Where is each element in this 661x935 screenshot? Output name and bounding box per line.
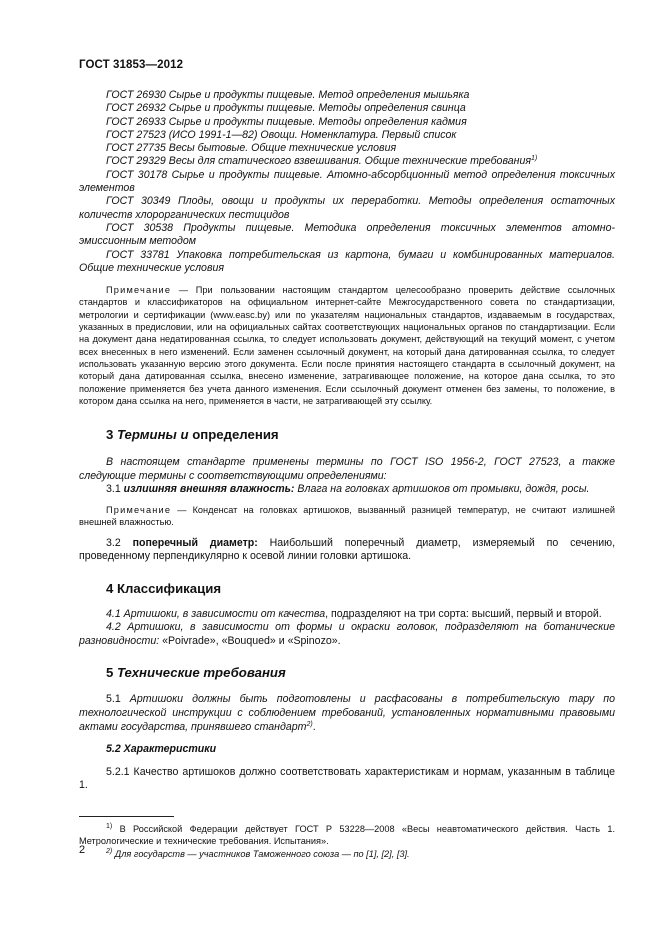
note-text: При пользовании настоящим стандартом целесообразно проверить действие ссылочных стандартов и классификаторов на официальном интернет-сайте Межгосударственного совета по стандартизации, метрологии и сертификации (www.easc.by) или по указателям национальных стандартов, издаваемым в государствах, указанных в предисловии, или на официальных сайтах соответствующих национальных органов по стандартизации. Если на документ дана недатированная ссылка, то следует использовать документ, действующий на текущий момент, с учетом всех внесенных в него изменений. Если заменен ссылочный документ, на который дана датированная ссылка, то следует использовать указанную версию этого документа. Если после принятия настоящего стандарта в ссылочный документ, на который дана датированная ссылка, внесено изменение, затрагивающее положение, на которое дана ссылка, то это положение применяется без учета данного изменения. Если ссылочный документ отменен без замены, то положение, в котором дана ссылка на него, применяется в части, не затрагивающей эту ссылку. bbox=[79, 285, 615, 406]
section-3-intro: В настоящем стандарте применены термины по ГОСТ ISO 1956-2, ГОСТ 27523, а также следующие термины с соответствующими определениями: bbox=[79, 456, 615, 482]
reference-item: ГОСТ 30349 Плоды, овощи и продукты их переработки. Методы определения остаточных количеств хлорорганических пестицидов bbox=[79, 195, 615, 221]
footnote-mark: 2) bbox=[106, 847, 113, 855]
footnote-mark: 2) bbox=[306, 720, 313, 728]
references-note: Примечание — При пользовании настоящим стандартом целесообразно проверить действие ссылочных стандартов и классификаторов на официальном интернет-сайте Межгосударственного совета по стандартизации, метрологии и сертификации (www.easc.by) или по указателям национальных стандартов, издаваемым в государствах, указанных в предисловии, или на официальных сайтах соответствующих национальных органов по стандартизации. Если на документ дана недатированная ссылка, то следует использовать документ, действующий на текущий момент, с учетом всех внесенных в него изменений. Если заменен ссылочный документ, на который дана датированная ссылка, то следует использовать указанную версию этого документа. Если после принятия настоящего стандарта в ссылочный документ, на который дана датированная ссылка, внесено изменение, затрагивающее положение, на которое дана ссылка, то это положение применяется без учета данного изменения. Если ссылочный документ отменен без замены, то положение, в котором дана ссылка на него, применяется в части, не затрагивающей эту ссылку. bbox=[79, 285, 615, 406]
normative-references-list bbox=[79, 89, 615, 275]
reference-text: ГОСТ 29329 Весы для статического взвешивания. Общие технические требования bbox=[106, 155, 532, 168]
reference-item: ГОСТ 26930 Сырье и продукты пищевые. Метод определения мышьяка bbox=[106, 89, 470, 101]
note-label: Примечание bbox=[106, 285, 172, 296]
note-label: Примечание bbox=[106, 504, 172, 515]
clause-4-1: 4.1 Артишоки, в зависимости от качества, подразделяют на три сорта: высший, первый и второй. bbox=[106, 607, 602, 620]
reference-item: ГОСТ 30538 Продукты пищевые. Методика определения токсичных элементов атомно-эмиссионным методом bbox=[79, 221, 615, 248]
term-definition: Влага на головках артишоков от промывки, дождя, росы. bbox=[294, 483, 590, 496]
term-3-1: 3.1 излишняя внешняя влажность: Влага на головках артишоков от промывки, дождя, росы. bbox=[106, 483, 590, 496]
term-3-1-note: Примечание — Конденсат на головках артишоков, вызванный разницей температур, не считают излишней внешней влажностью. bbox=[79, 504, 615, 528]
footnote-1: $^{1)}$ В Российской Федерации действует ГОСТ Р 53228—2008 «Весы неавтоматического действия. Часть 1. Метрологические и технические требования. Испытания». bbox=[79, 823, 615, 847]
clause-5-1: 5.1 Артишоки должны быть подготовлены и расфасованы в потребительскую тару по технологической инструкции с соблюдением требований, установленных нормативными правовыми актами государства, принявшего стандарт$^{2)}$. bbox=[79, 693, 615, 733]
document-code-header: ГОСТ 31853—2012 bbox=[79, 59, 184, 71]
reference-item: ГОСТ 30178 Сырье и продукты пищевые. Атомно-абсорбционный метод определения токсичных элементов bbox=[79, 168, 615, 195]
section-3-heading: 3 Термины и определения bbox=[106, 427, 279, 443]
reference-item: ГОСТ 33781 Упаковка потребительская из картона, бумаги и комбинированных материалов. Общие технические условия bbox=[79, 248, 615, 274]
section-4-heading: 4 Классификация bbox=[106, 580, 222, 596]
reference-item: ГОСТ 27735 Весы бытовые. Общие технические условия bbox=[106, 142, 397, 155]
reference-item: ГОСТ 26933 Сырье и продукты пищевые. Методы определения кадмия bbox=[106, 115, 467, 128]
section-5-heading: 5 Технические требования bbox=[106, 665, 286, 681]
note-text: Конденсат на головках артишоков, вызванный разницей температур, не считают излишней внешней влажностью. bbox=[79, 504, 615, 528]
subsection-5-2-heading: 5.2 Характеристики bbox=[106, 743, 217, 756]
reference-item: ГОСТ 26932 Сырье и продукты пищевые. Методы определения свинца bbox=[106, 102, 466, 115]
page-number: 2 bbox=[79, 844, 86, 856]
page-content bbox=[79, 89, 615, 860]
footnote-mark: 1) bbox=[106, 823, 113, 831]
footnote-2: $^{2)}$ Для государств — участников Таможенного союза — по [1], [2], [3]. bbox=[106, 847, 410, 859]
term-name: излишняя внешняя влажность: bbox=[123, 483, 295, 496]
term-name: поперечный диаметр: bbox=[132, 536, 258, 549]
clause-5-2-1: 5.2.1 Качество артишоков должно соответствовать характеристикам и нормам, указанным в таблице 1. bbox=[79, 765, 615, 792]
reference-item: ГОСТ 27523 (ИСО 1991-1—82) Овощи. Номенклатура. Первый список bbox=[106, 128, 457, 141]
footnote-mark: 1) bbox=[531, 155, 538, 163]
term-definition: Наибольший поперечный диаметр, измеряемый по сечению, проведенному перпендикулярно к осевой линии головки артишока. bbox=[79, 536, 616, 563]
footnote-separator bbox=[79, 816, 174, 817]
clause-4-2: 4.2 Артишоки, в зависимости от формы и окраски головок, подразделяют на ботанические разновидности: «Poivrade», «Bouqued» и «Spinozo». bbox=[79, 621, 615, 647]
term-3-2: 3.2 поперечный диаметр: Наибольший поперечный диаметр, измеряемый по сечению, проведенному перпендикулярно к осевой линии головки артишока. bbox=[79, 536, 616, 563]
reference-item bbox=[79, 155, 615, 168]
